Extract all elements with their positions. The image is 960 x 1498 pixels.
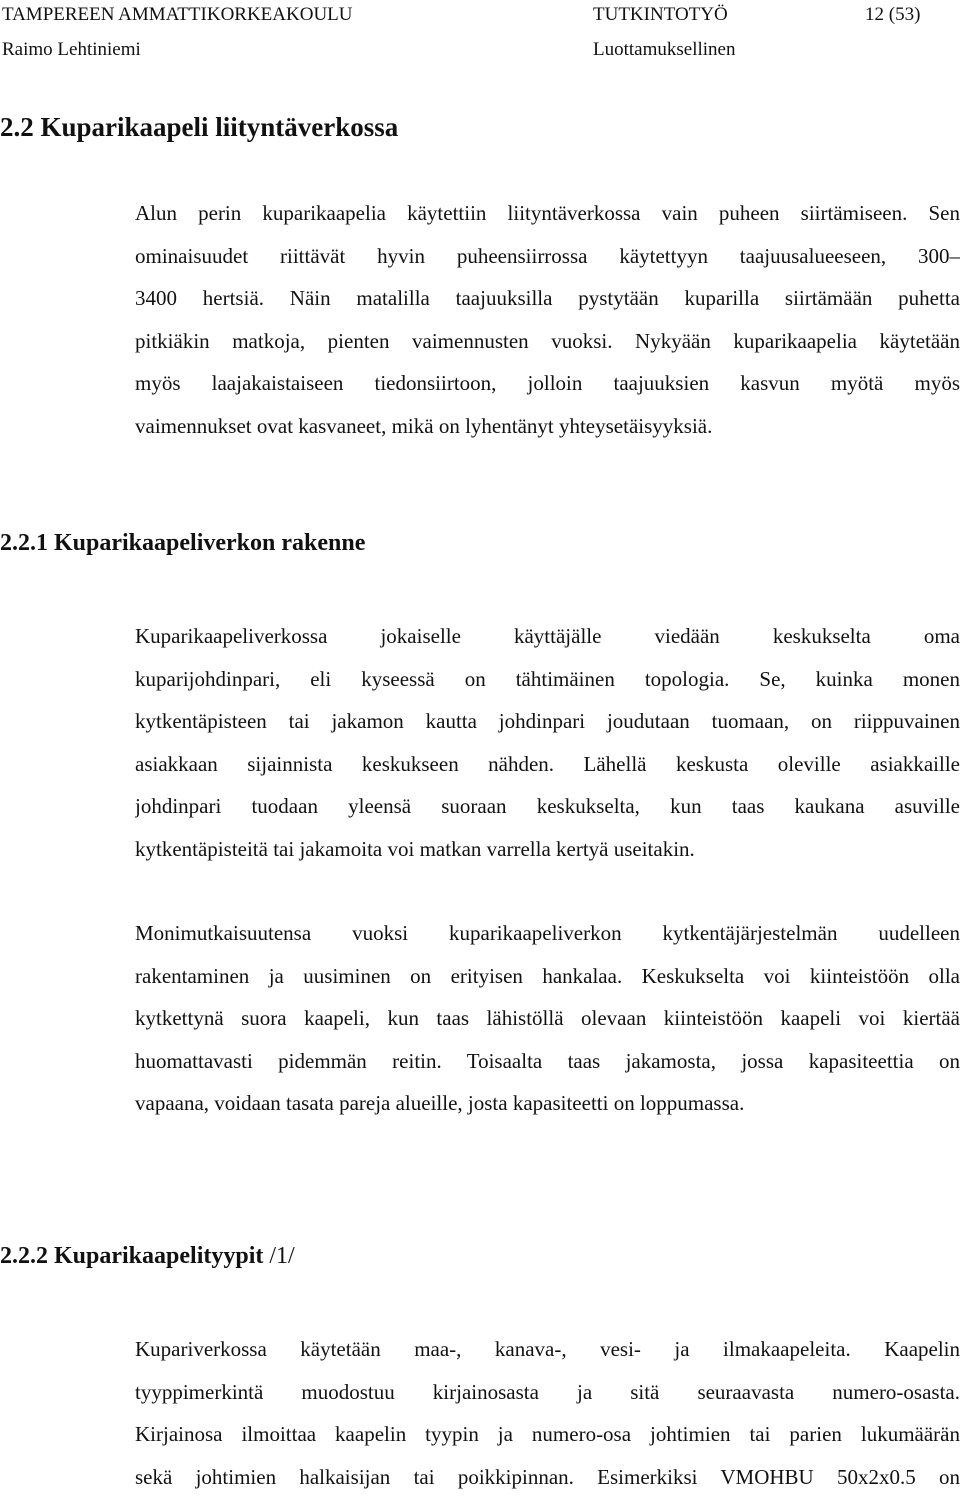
paragraph-line: kytkentäpisteitä tai jakamoita voi matkan varrella kertyä useitakin. [135, 836, 695, 861]
paragraph-line: rakentaminen ja uusiminen on erityisen hankalaa. Keskukselta voi kiinteistöön olla [135, 963, 960, 988]
header-author: Raimo Lehtiniemi [2, 39, 141, 60]
subsection-2-paragraph-1 [135, 1328, 960, 1498]
section-title: 2.2 Kuparikaapeli liityntäverkossa [0, 112, 399, 142]
paragraph-line: kytkentäpisteen tai jakamon kautta johdinpari joudutaan tuomaan, on riippuvainen [135, 709, 960, 734]
paragraph-line: ominaisuudet riittävät hyvin puheensiirrossa käytettyyn taajuusalueeseen, 300– [135, 243, 960, 268]
section-paragraph-1 [135, 192, 960, 448]
paragraph-line: huomattavasti pidemmän reitin. Toisaalta taas jakamosta, jossa kapasiteettia on [135, 1048, 960, 1073]
paragraph-line: Kuparikaapeliverkossa jokaiselle käyttäjälle viedään keskukselta oma [135, 624, 960, 648]
paragraph-line: pitkiäkin matkoja, pienten vaimennusten vuoksi. Nykyään kuparikaapelia käytetään [135, 328, 960, 353]
subsection-2-reference: /1/ [263, 1243, 295, 1269]
header-classification: Luottamuksellinen [593, 39, 736, 60]
paragraph-line: vapaana, voidaan tasata pareja alueille, josta kapasiteetti on loppumassa. [135, 1091, 745, 1116]
subsection-2-title [0, 1241, 295, 1271]
paragraph-line: sekä johtimien halkaisijan tai poikkipinnan. Esimerkiksi VMOHBU 50x2x0.5 on [135, 1464, 960, 1489]
paragraph-line: myös laajakaistaiseen tiedonsiirtoon, jolloin taajuuksien kasvun myötä myös [135, 371, 960, 396]
paragraph-line: kuparijohdinpari, eli kyseessä on tähtimäinen topologia. Se, kuinka monen [135, 666, 960, 691]
paragraph-line: 3400 hertsiä. Näin matalilla taajuuksilla pystytään kuparilla siirtämään puhetta [135, 286, 960, 311]
paragraph-line: asiakkaan sijainnista keskukseen nähden. Lähellä keskusta oleville asiakkaille [135, 751, 960, 776]
subsection-1-paragraph-1 [135, 615, 960, 871]
paragraph-line: tyyppimerkintä muodostuu kirjainosasta ja sitä seuraavasta numero-osasta. [135, 1379, 960, 1404]
subsection-1-paragraph-2 [135, 912, 960, 1125]
paragraph-line: johdinpari tuodaan yleensä suoraan keskukselta, kun taas kaukana asuville [135, 794, 960, 819]
header-school: TAMPEREEN AMMATTIKORKEAKOULU [2, 4, 353, 25]
header-document-type: TUTKINTOTYÖ [593, 4, 728, 25]
header-page-number: 12 (53) [865, 4, 921, 25]
subsection-1-title: 2.2.1 Kuparikaapeliverkon rakenne [0, 530, 366, 556]
paragraph-line: Monimutkaisuutensa vuoksi kuparikaapeliverkon kytkentäjärjestelmän uudelleen [135, 921, 960, 945]
paragraph-line: Alun perin kuparikaapelia käytettiin liityntäverkossa vain puheen siirtämiseen. Sen [135, 201, 960, 225]
paragraph-line: Kupariverkossa käytetään maa-, kanava-, vesi- ja ilmakaapeleita. Kaapelin [135, 1337, 960, 1361]
subsection-2-title-text: 2.2.2 Kuparikaapelityypit [0, 1243, 264, 1269]
paragraph-line: kytkettynä suora kaapeli, kun taas lähistöllä olevaan kiinteistöön kaapeli voi kiertää [135, 1006, 960, 1031]
paragraph-line: Kirjainosa ilmoittaa kaapelin tyypin ja numero-osa johtimien tai parien lukumäärän [135, 1422, 960, 1447]
paragraph-line: vaimennukset ovat kasvaneet, mikä on lyhentänyt yhteysetäisyyksiä. [135, 413, 713, 438]
